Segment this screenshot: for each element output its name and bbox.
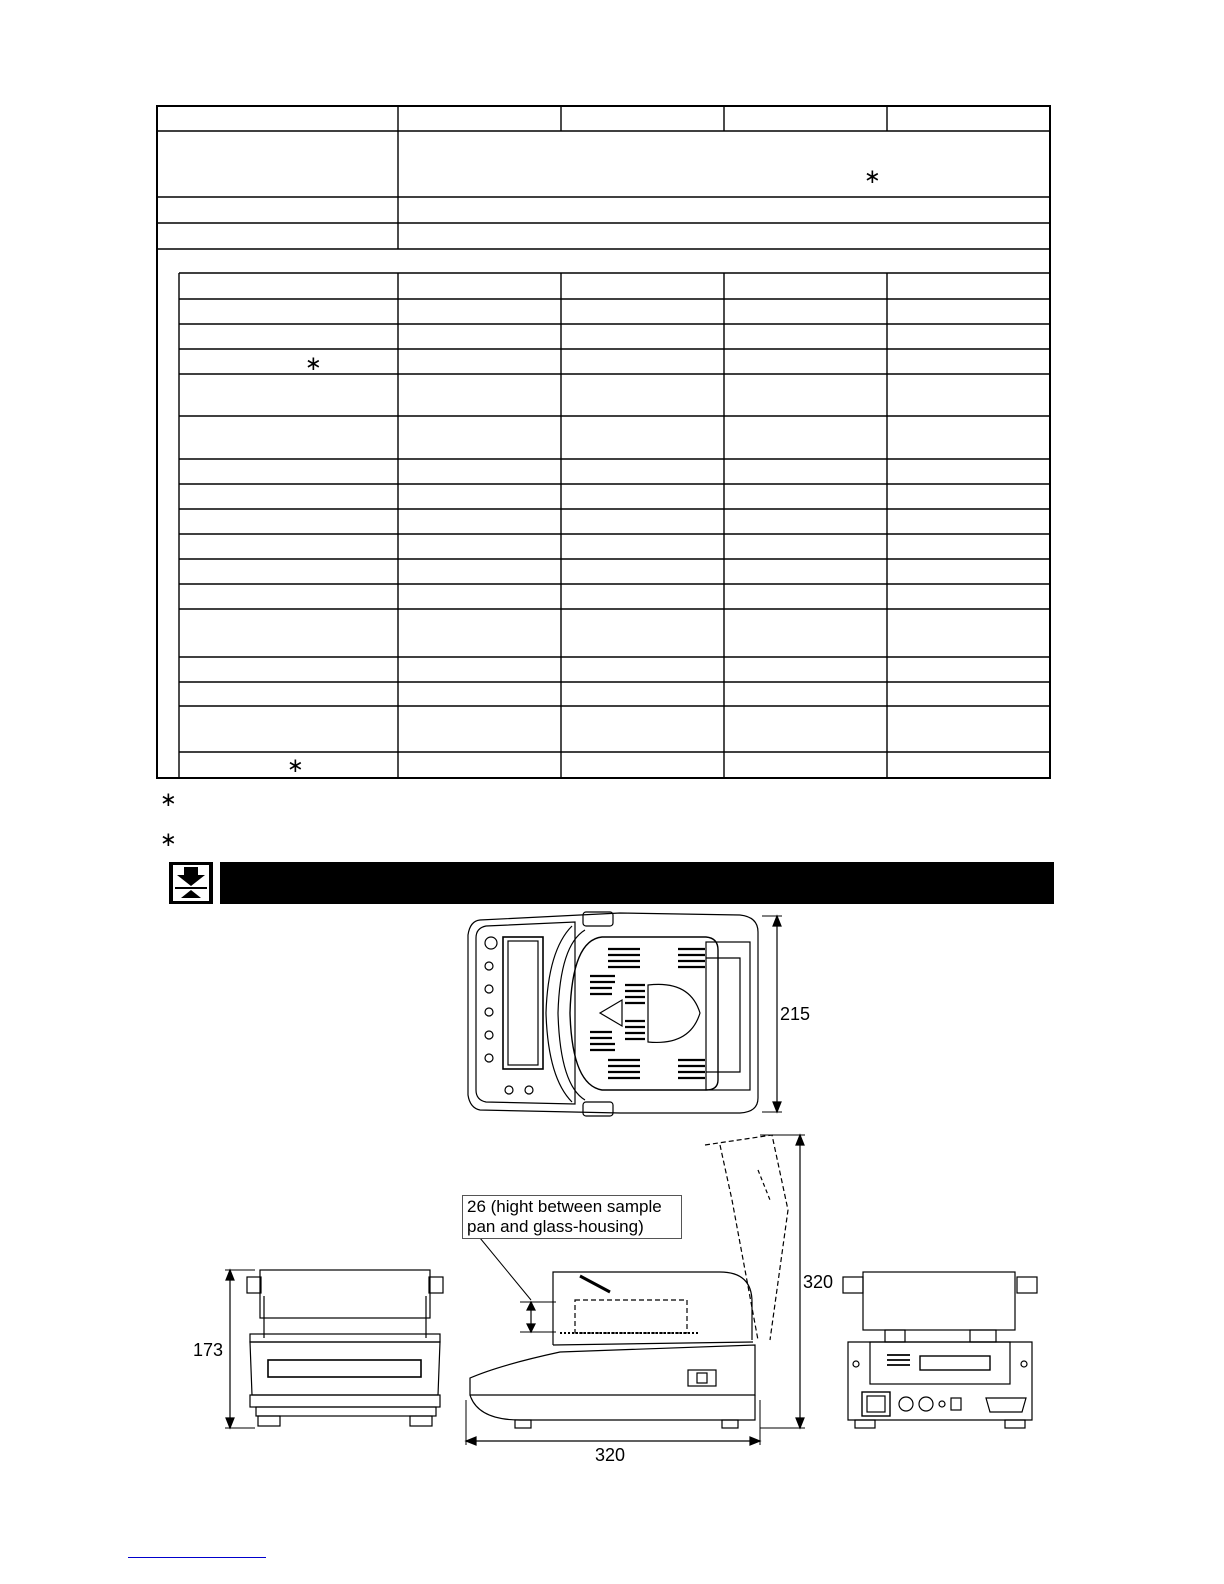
table-asterisk-2: ∗ — [305, 351, 322, 375]
side-view-drawing — [466, 1135, 805, 1445]
pan-gap-note-line-1: 26 (hight between sample — [467, 1197, 662, 1216]
table-asterisk-1: ∗ — [864, 164, 881, 188]
dimension-width-label: 320 — [595, 1445, 626, 1465]
dimension-depth-label: 215 — [780, 1004, 811, 1024]
table-asterisk-3: ∗ — [287, 753, 304, 777]
front-view-drawing — [225, 1270, 443, 1428]
footnote-asterisk-1: ∗ — [160, 787, 177, 811]
pan-gap-note — [462, 1195, 682, 1239]
pan-gap-note-line-2: pan and glass-housing) — [467, 1217, 644, 1236]
top-view-drawing — [468, 912, 782, 1116]
dimension-open-height-label: 320 — [803, 1272, 834, 1292]
footer-link-underline — [128, 1557, 266, 1558]
footnote-asterisk-2: ∗ — [160, 827, 177, 851]
rear-view-drawing — [843, 1272, 1037, 1428]
dimension-height-label: 173 — [193, 1340, 224, 1360]
